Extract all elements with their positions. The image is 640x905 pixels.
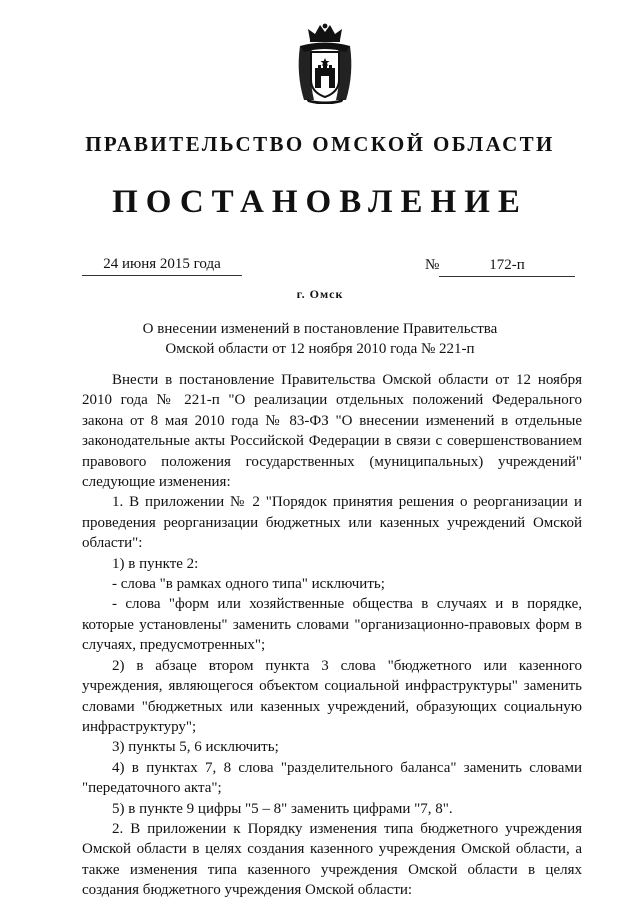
- body-paragraph-subitem-4: 4) в пунктах 7, 8 слова "разделительного баланса" заменить словами "передаточного акта";: [82, 759, 582, 797]
- body-paragraph-subitem-3: 3) пункты 5, 6 исключить;: [112, 739, 279, 756]
- document-number: 172-п: [439, 257, 575, 277]
- body-paragraph-item-1: 1. В приложении № 2 "Порядок принятия решения о реорганизации и проведения реорганизации бюджетных или казенных учреждений Омской области":: [82, 494, 582, 552]
- document-date: 24 июня 2015 года: [82, 256, 242, 276]
- government-title: ПРАВИТЕЛЬСТВО ОМСКОЙ ОБЛАСТИ: [85, 132, 555, 156]
- number-field: [425, 257, 577, 277]
- body-paragraph-subitem-2: 2) в абзаце втором пункта 3 слова "бюджетного или казенного учреждения, являющегося объектом социальной инфраструктуры" заменить словами "бюджетных или казенных учреждений, образующих социальную инфраструктуру";: [82, 657, 582, 735]
- coat-of-arms-icon: [294, 22, 356, 104]
- body-paragraph-intro: Внести в постановление Правительства Омской области от 12 ноября 2010 года № 221-п "О реализации отдельных положений Федерального закона от 8 мая 2010 года № 83-ФЗ "О внесении изменений в отдельные законодательные акты Российской Федерации в связи с совершенствованием правового положения государственных (муниципальных) учреждений" следующие изменения:: [82, 372, 582, 491]
- document-body: [82, 370, 582, 901]
- subject-line-2: Омской области от 12 ноября 2010 года № 221-п: [165, 341, 475, 357]
- date-field: [82, 256, 242, 276]
- body-paragraph-item-2: 2. В приложении к Порядку изменения типа бюджетного учреждения Омской области в целях создания казенного учреждения Омской области, а также изменения типа казенного учреждения Омской области в целях создания бюджетного учреждения Омской области:: [82, 820, 582, 899]
- subject-line-1: О внесении изменений в постановление Правительства: [142, 321, 498, 337]
- city-label: г. Омск: [296, 287, 344, 301]
- body-paragraph-subitem-5: 5) в пункте 9 цифры "5 – 8" заменить цифрами "7, 8".: [112, 800, 453, 817]
- body-paragraph-subitem-1: 1) в пункте 2:: [112, 555, 199, 572]
- document-subject: [0, 319, 640, 359]
- body-paragraph-dash-1: - слова "в рамках одного типа" исключить;: [112, 576, 385, 593]
- body-paragraph-dash-2: - слова "форм или хозяйственные общества в случаях и в порядке, которые установлены" заменить словами "организационно-правовых форм в случаях, предусмотренных";: [82, 596, 582, 654]
- document-type-title: ПОСТАНОВЛЕНИЕ: [112, 184, 528, 220]
- number-sign: №: [425, 257, 440, 273]
